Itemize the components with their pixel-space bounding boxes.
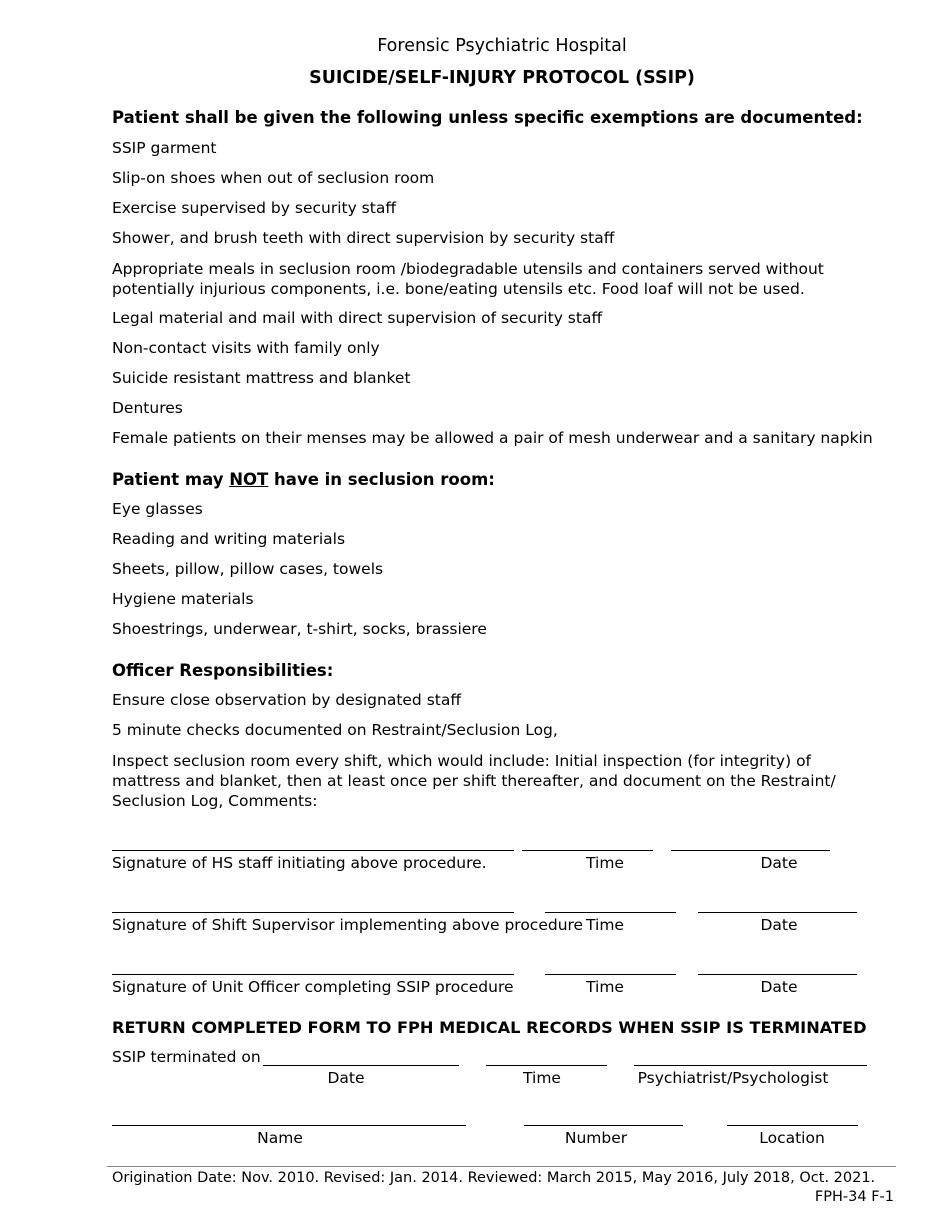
not-item: Hygiene materials xyxy=(112,590,254,608)
name-line[interactable] xyxy=(112,1125,466,1126)
date-line-2[interactable] xyxy=(698,912,857,913)
footer-divider xyxy=(107,1166,896,1167)
officer-item: Ensure close observation by designated staff xyxy=(112,691,462,709)
given-item: Appropriate meals in seclusion room /biodegradable utensils and containers served without potentially injurious components, i.e. bone/eating utensils etc. Food loaf will not be used. xyxy=(112,260,824,298)
signature-label-2: Signature of Shift Supervisor implementing above procedure xyxy=(112,916,584,934)
return-notice: RETURN COMPLETED FORM TO FPH MEDICAL RECORDS WHEN SSIP IS TERMINATED xyxy=(112,1018,867,1037)
date-line-1[interactable] xyxy=(671,850,830,851)
signature-label-3: Signature of Unit Officer completing SSIP procedure xyxy=(112,978,514,996)
form-id: FPH-34 F-1 xyxy=(814,1189,894,1205)
location-line[interactable] xyxy=(727,1125,858,1126)
section-given-heading: Patient shall be given the following unless specific exemptions are documented: xyxy=(112,108,863,127)
time-line-3[interactable] xyxy=(545,974,676,975)
given-item: Female patients on their menses may be allowed a pair of mesh underwear and a sanitary napkin xyxy=(112,429,873,447)
ssip-terminated-label: SSIP terminated on xyxy=(112,1048,261,1066)
not-item: Sheets, pillow, pillow cases, towels xyxy=(112,560,384,578)
signature-line-3[interactable] xyxy=(112,974,514,975)
time-label-2: Time xyxy=(586,916,624,934)
terminated-date-label: Date xyxy=(327,1069,365,1087)
location-label: Location xyxy=(759,1129,825,1147)
not-item: Reading and writing materials xyxy=(112,530,346,548)
given-item: Dentures xyxy=(112,399,183,417)
given-item: Suicide resistant mattress and blanket xyxy=(112,369,411,387)
name-label: Name xyxy=(257,1129,303,1147)
given-item: Legal material and mail with direct supervision of security staff xyxy=(112,309,603,327)
date-label-2: Date xyxy=(760,916,798,934)
time-label-1: Time xyxy=(586,854,624,872)
time-line-2[interactable] xyxy=(545,912,676,913)
heading-not-emphasis: NOT xyxy=(229,470,269,489)
time-label-3: Time xyxy=(586,978,624,996)
terminated-date-line[interactable] xyxy=(263,1065,459,1066)
hospital-name: Forensic Psychiatric Hospital xyxy=(377,36,627,56)
time-line-1[interactable] xyxy=(522,850,653,851)
psychiatrist-line[interactable] xyxy=(634,1065,867,1066)
officer-item: 5 minute checks documented on Restraint/Seclusion Log, xyxy=(112,721,558,739)
signature-line-1[interactable] xyxy=(112,850,514,851)
section-not-heading xyxy=(112,470,495,489)
origination-date: Origination Date: Nov. 2010. Revised: Jan. 2014. Reviewed: March 2015, May 2016, July 2018, Oct. 2021. xyxy=(112,1170,876,1186)
signature-line-2[interactable] xyxy=(112,912,514,913)
number-label: Number xyxy=(564,1129,628,1147)
given-item: Slip-on shoes when out of seclusion room xyxy=(112,169,435,187)
terminated-time-label: Time xyxy=(523,1069,561,1087)
number-line[interactable] xyxy=(524,1125,683,1126)
given-item: SSIP garment xyxy=(112,139,217,157)
not-item: Shoestrings, underwear, t-shirt, socks, brassiere xyxy=(112,620,487,638)
given-item: Exercise supervised by security staff xyxy=(112,199,397,217)
section-officer-heading: Officer Responsibilities: xyxy=(112,661,334,680)
terminated-time-line[interactable] xyxy=(486,1065,607,1066)
psychiatrist-label: Psychiatrist/Psychologist xyxy=(637,1069,829,1087)
given-item: Non-contact visits with family only xyxy=(112,339,380,357)
page-title: SUICIDE/SELF-INJURY PROTOCOL (SSIP) xyxy=(309,68,695,88)
heading-pre: Patient may xyxy=(112,470,230,489)
signature-label-1: Signature of HS staff initiating above procedure. xyxy=(112,854,487,872)
date-label-1: Date xyxy=(760,854,798,872)
heading-post: have in seclusion room: xyxy=(268,470,495,489)
officer-item: Inspect seclusion room every shift, which would include: Initial inspection (for integrity) of mattress and blanket, then at least once per shift thereafter, and document on the Restraint/ Seclusion Log, Comments: xyxy=(112,752,836,810)
given-item: Shower, and brush teeth with direct supervision by security staff xyxy=(112,229,615,247)
not-item: Eye glasses xyxy=(112,500,203,518)
date-label-3: Date xyxy=(760,978,798,996)
date-line-3[interactable] xyxy=(698,974,857,975)
